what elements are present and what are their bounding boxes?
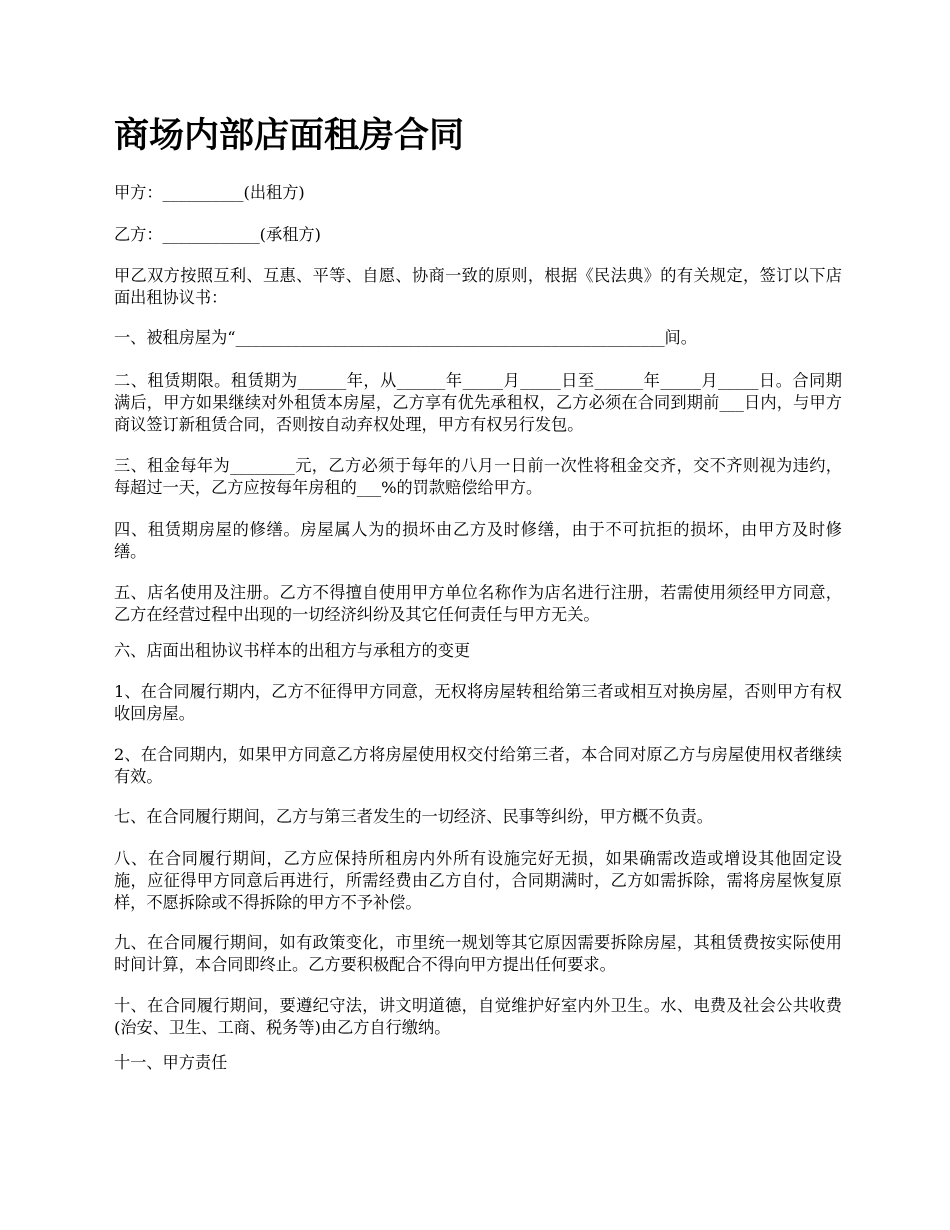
clause-7: 七、在合同履行期间，乙方与第三者发生的一切经济、民事等纠纷，甲方概不负责。 — [114, 807, 713, 826]
clause-3-rent: 三、租金每年为________元，乙方必须于每年的八月一日前一次性将租金交齐，交不齐则视为违约，每超过一天，乙方应按每年房租的___%的罚款赔偿给甲方。 — [114, 456, 842, 497]
clause-4-repairs: 四、租赁期房屋的修缮。房屋属人为的损坏由乙方及时修缮，由于不可抗拒的损坏，由甲方及时修缮。 — [114, 520, 842, 561]
document-title: 商场内部店面租房合同 — [114, 115, 465, 156]
party-a-line: 甲方：__________(出租方) — [114, 183, 305, 202]
preamble-paragraph: 甲乙双方按照互利、互惠、平等、自愿、协商一致的原则，根据《民法典》的有关规定，签订以下店面出租协议书： — [114, 266, 842, 307]
clause-10: 十、在合同履行期间，要遵纪守法，讲文明道德，自觉维护好室内外卫生。水、电费及社会公共收费(治安、卫生、工商、税务等)由乙方自行缴纳。 — [114, 996, 842, 1037]
clause-6-heading: 六、店面出租协议书样本的出租方与承租方的变更 — [114, 641, 471, 660]
clause-2-lease-term: 二、租赁期限。租赁期为______年，从______年_____月_____日至______年_____月_____日。合同期满后，甲方如果继续对外租赁本房屋，乙方享有优先承租权，乙方必须在合同到期前___日内，与甲方商议签订新租赁合同，否则按自动弃权处理，甲方有权另行发包。 — [114, 371, 842, 434]
party-b-line: 乙方：____________(承租方) — [114, 225, 321, 244]
clause-11-heading: 十一、甲方责任 — [114, 1053, 228, 1072]
clause-6-item-2: 2、在合同期内，如果甲方同意乙方将房屋使用权交付给第三者，本合同对原乙方与房屋使用权者继续有效。 — [114, 745, 842, 786]
clause-1: 一、被租房屋为“_____________________________________________________间。 — [114, 328, 697, 347]
clause-5-store-name: 五、店名使用及注册。乙方不得擅自使用甲方单位名称作为店名进行注册，若需使用须经甲方同意，乙方在经营过程中出现的一切经济纠纷及其它任何责任与甲方无关。 — [114, 583, 842, 624]
clause-9: 九、在合同履行期间，如有政策变化，市里统一规划等其它原因需要拆除房屋，其租赁费按实际使用时间计算，本合同即终止。乙方要积极配合不得向甲方提出任何要求。 — [114, 933, 842, 974]
clause-8: 八、在合同履行期间，乙方应保持所租房内外所有设施完好无损，如果确需改造或增设其他固定设施，应征得甲方同意后再进行，所需经费由乙方自付，合同期满时，乙方如需拆除，需将房屋恢复原样，不愿拆除或不得拆除的甲方不予补偿。 — [114, 849, 842, 912]
clause-6-item-1: 1、在合同履行期内，乙方不征得甲方同意，无权将房屋转租给第三者或相互对换房屋，否则甲方有权收回房屋。 — [114, 682, 842, 723]
